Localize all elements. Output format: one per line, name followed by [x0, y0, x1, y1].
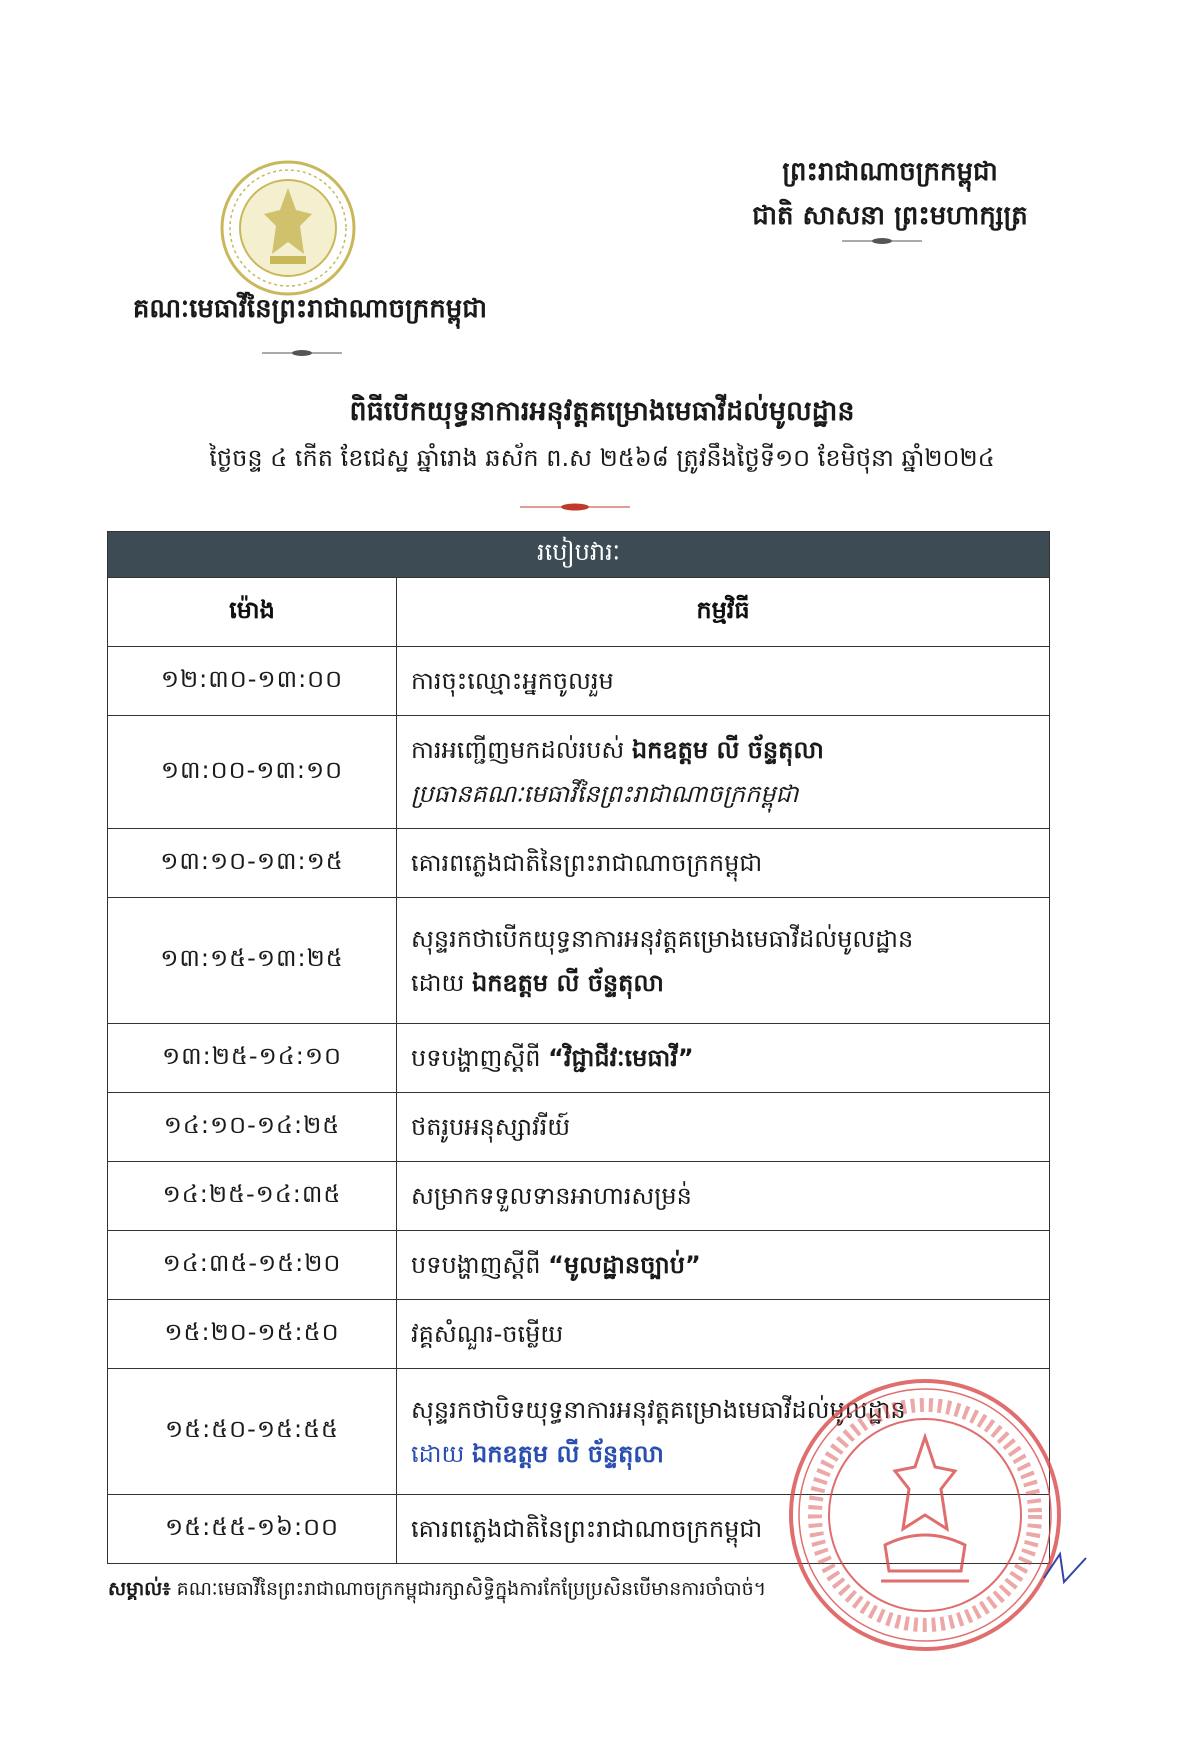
program-cell	[397, 1093, 1050, 1162]
time-cell: ១៤:១០-១៤:២៥	[108, 1093, 397, 1162]
program-cell	[397, 716, 1050, 829]
program-text: ថតរូបអនុស្សាវរីយ៍	[411, 1113, 571, 1141]
agenda-heading: របៀបវារៈ	[108, 532, 1050, 578]
time-cell: ១៥:២០-១៥:៥០	[108, 1300, 397, 1369]
ornament-divider	[842, 236, 922, 246]
official-red-seal-icon	[785, 1375, 1065, 1655]
table-row	[108, 1024, 1050, 1093]
program-cell	[397, 1231, 1050, 1300]
program-text: គោរពភ្លេងជាតិនៃព្រះរាជាណាចក្រកម្ពុជា	[411, 849, 763, 877]
time-cell: ១៤:៣៥-១៥:២០	[108, 1231, 397, 1300]
program-text-2: ដោយ	[411, 968, 472, 997]
bar-association-emblem-icon	[218, 158, 358, 298]
program-text-2: ដោយ	[411, 1439, 472, 1468]
time-cell: ១៣:១៥-១៣:២៥	[108, 898, 397, 1024]
table-row	[108, 1093, 1050, 1162]
program-cell	[397, 898, 1050, 1024]
table-row	[108, 829, 1050, 898]
program-text: គោរពភ្លេងជាតិនៃព្រះរាជាណាចក្រកម្ពុជា	[411, 1515, 763, 1543]
organization-name: គណៈមេធាវីនៃព្រះរាជាណាចក្រកម្ពុជា	[132, 294, 488, 324]
table-row	[108, 1162, 1050, 1231]
speaker-name: ឯកឧត្តម លី ច័ន្ទតុលា	[471, 968, 664, 997]
time-cell: ១៣:០០-១៣:១០	[108, 716, 397, 829]
program-cell	[397, 1162, 1050, 1231]
kingdom-motto	[700, 150, 1080, 238]
program-text: ការអញ្ជើញមកដល់របស់	[411, 736, 632, 764]
table-row	[108, 647, 1050, 716]
time-cell: ១៣:២៥-១៤:១០	[108, 1024, 397, 1093]
event-date: ថ្ងៃចន្ទ ៤ កើត ខែជេស្ឋ ឆ្នាំរោង ឆស័ក ព.ស ២៥៦៨ ត្រូវនឹងថ្ងៃទី១០ ខែមិថុនា ឆ្នាំ២០២៤	[209, 444, 995, 472]
ornament-divider	[262, 348, 342, 358]
program-cell	[397, 1024, 1050, 1093]
page-title: ពិធីបើកយុទ្ធនាការអនុវត្តគម្រោងមេធាវីដល់មូលដ្ឋាន	[349, 396, 855, 427]
program-text: បទបង្ហាញស្តីពី	[411, 1251, 549, 1279]
table-row	[108, 898, 1050, 1024]
table-row	[108, 716, 1050, 829]
time-cell: ១៣:១០-១៣:១៥	[108, 829, 397, 898]
table-row	[108, 1231, 1050, 1300]
speaker-title: ប្រធានគណៈមេធាវីនៃព្រះរាជាណាចក្រកម្ពុជា	[411, 780, 799, 808]
speaker-name: ឯកឧត្តម លី ច័ន្ទតុលា	[631, 736, 824, 764]
time-cell: ១៤:២៥-១៤:៣៥	[108, 1162, 397, 1231]
time-cell: ១២:៣០-១៣:០០	[108, 647, 397, 716]
column-header-program: កម្មវិធី	[397, 578, 1050, 647]
program-cell	[397, 829, 1050, 898]
column-header-time: ម៉ោង	[108, 578, 397, 647]
topic-title: “មូលដ្ឋានច្បាប់”	[548, 1251, 701, 1279]
footnote-label: សម្គាល់៖	[108, 1578, 171, 1600]
table-row	[108, 1300, 1050, 1369]
program-text: សុន្ទរកថាបិទយុទ្ធនាការអនុវត្តគម្រោងមេធាវីដល់មូលដ្ឋាន	[411, 1395, 906, 1424]
ornament-divider	[520, 502, 630, 512]
signature-mark-icon	[1040, 1548, 1090, 1588]
speaker-name: ឯកឧត្តម លី ច័ន្ទតុលា	[471, 1439, 664, 1468]
time-cell: ១៥:៥០-១៥:៥៥	[108, 1369, 397, 1495]
kingdom-line-1: ព្រះរាជាណាចក្រកម្ពុជា	[782, 157, 998, 187]
program-cell	[397, 1300, 1050, 1369]
time-cell: ១៥:៥៥-១៦:០០	[108, 1495, 397, 1564]
topic-title: “វិជ្ជាជីវៈមេធាវី”	[548, 1044, 694, 1072]
program-cell	[397, 647, 1050, 716]
kingdom-line-2: ជាតិ សាសនា ព្រះមហាក្សត្រ	[752, 201, 1028, 231]
footnote-text: គណៈមេធាវីនៃព្រះរាជាណាចក្រកម្ពុជារក្សាសិទ្ធិក្នុងការកែប្រែប្រសិនបើមានការចាំបាច់។	[170, 1578, 767, 1600]
program-text: សម្រាកទទួលទានអាហារសម្រន់	[411, 1182, 692, 1210]
program-text: ការចុះឈ្មោះអ្នកចូលរួម	[411, 667, 614, 695]
program-text: បទបង្ហាញស្តីពី	[411, 1044, 549, 1072]
program-text: សុន្ទរកថាបើកយុទ្ធនាការអនុវត្តគម្រោងមេធាវីដល់មូលដ្ឋាន	[411, 924, 914, 953]
program-text: វគ្គសំណួរ-ចម្លើយ	[411, 1320, 564, 1348]
